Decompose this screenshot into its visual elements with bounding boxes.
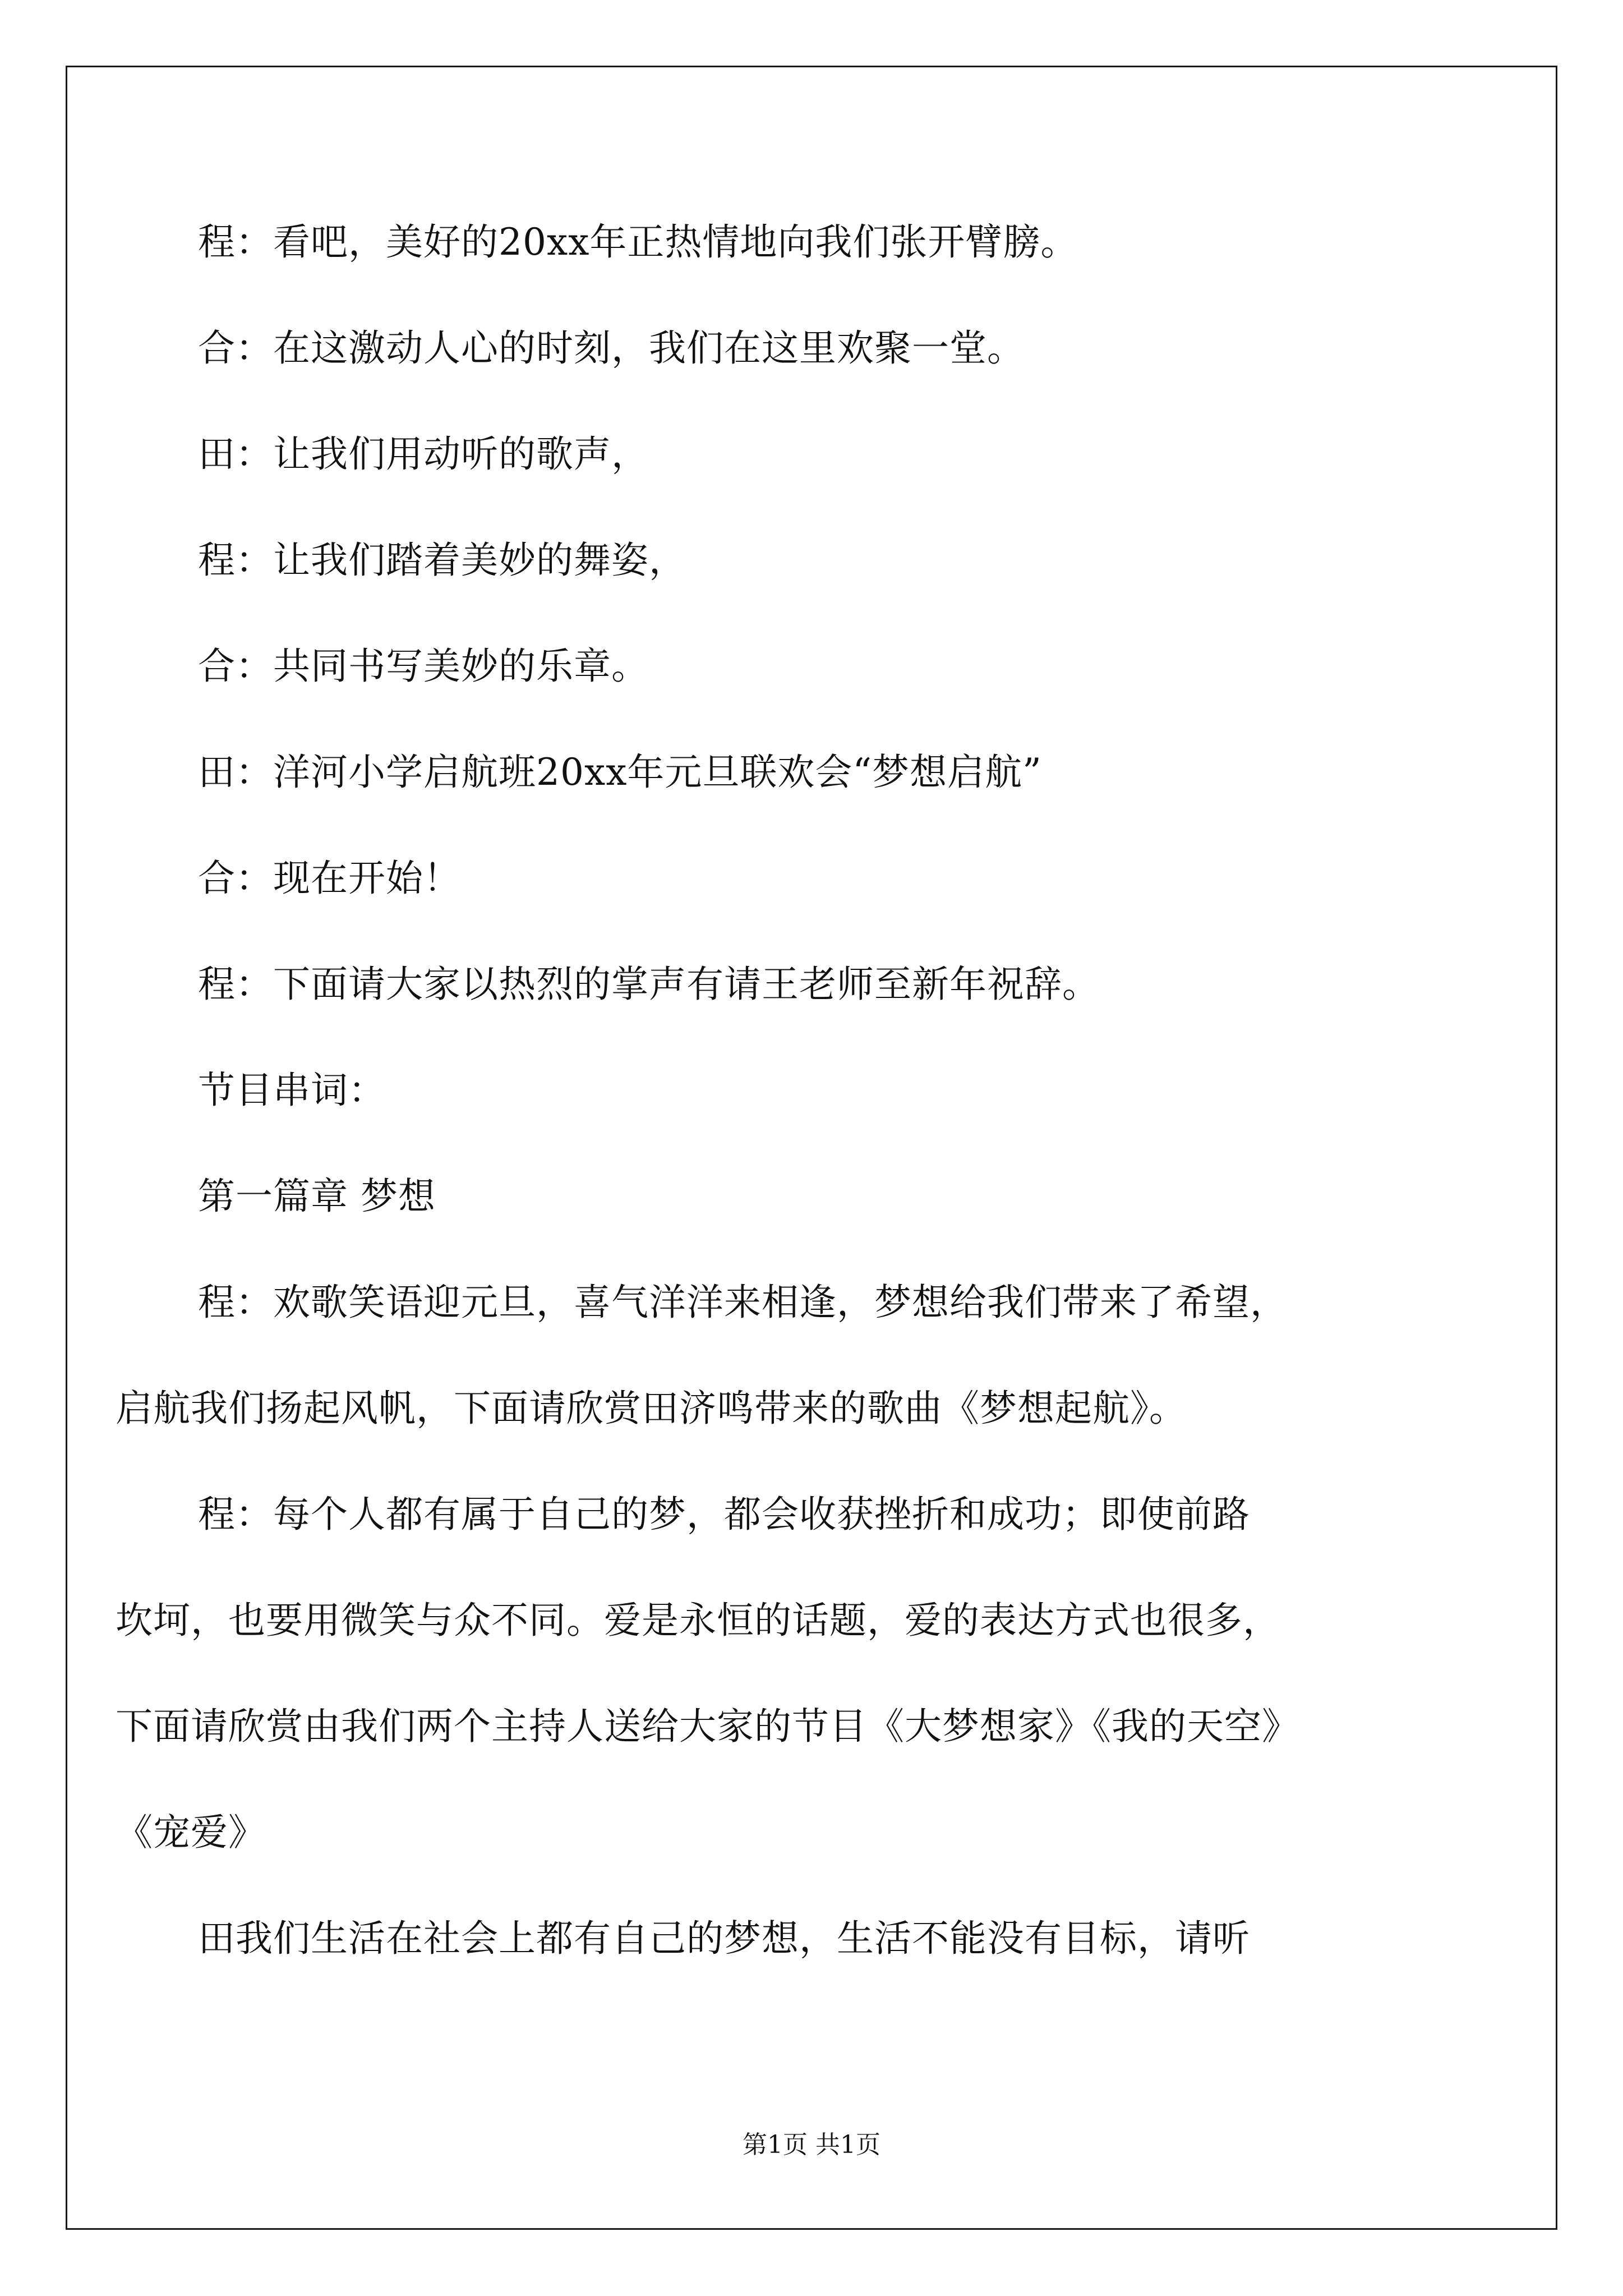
paragraph-line: 坎坷，也要用微笑与众不同。爱是永恒的话题，爱的表达方式也很多， [116,1599,1280,1642]
page-number-footer: 第1页 共1页 [743,2131,880,2159]
paragraph-line: 合：共同书写美妙的乐章。 [198,645,649,688]
paragraph-line: 合：现在开始！ [198,857,461,900]
paragraph-line: 程：下面请大家以热烈的掌声有请王老师至新年祝辞。 [198,963,1100,1006]
section-heading: 第一篇章 梦想 [198,1175,436,1218]
paragraph-line: 程：欢歌笑语迎元旦，喜气洋洋来相逢，梦想给我们带来了希望， [198,1281,1288,1324]
paragraph-line: 下面请欣赏由我们两个主持人送给大家的节目《大梦想家》《我的天空》 [116,1705,1299,1748]
paragraph-line: 程：看吧，美好的20xx年正热情地向我们张开臂膀。 [198,220,1078,264]
paragraph-line: 合：在这激动人心的时刻，我们在这里欢聚一堂。 [198,326,1025,370]
paragraph-line: 节目串词： [198,1069,386,1112]
paragraph-line: 田：洋河小学启航班20xx年元旦联欢会“梦想启航” [198,751,1042,794]
paragraph-line: 《宠爱》 [116,1811,266,1854]
page-border [66,66,1557,2230]
paragraph-line: 田：让我们用动听的歌声， [198,432,649,476]
paragraph-line: 启航我们扬起风帆，下面请欣赏田济鸣带来的歌曲《梦想起航》。 [116,1387,1187,1430]
paragraph-line: 程：让我们踏着美妙的舞姿， [198,539,686,582]
paragraph-line: 田我们生活在社会上都有自己的梦想，生活不能没有目标，请听 [198,1917,1250,1960]
paragraph-line: 程：每个人都有属于自己的梦，都会收获挫折和成功；即使前路 [198,1493,1250,1536]
